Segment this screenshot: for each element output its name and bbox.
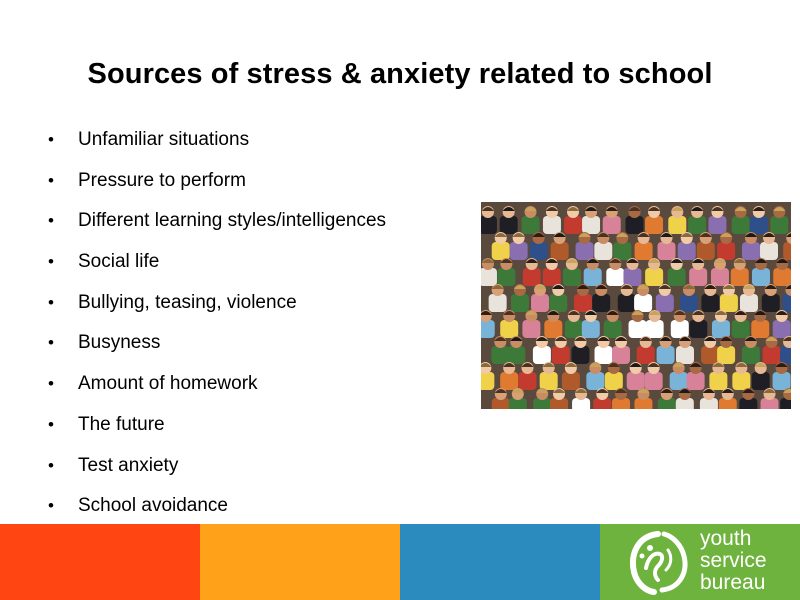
- crowd-person-body: [750, 216, 768, 234]
- crowd-person-hair: [546, 207, 558, 211]
- crowd-person-body: [751, 320, 769, 338]
- crowd-person-body: [697, 242, 715, 260]
- crowd-person-body: [544, 320, 562, 338]
- crowd-person-body: [689, 320, 707, 338]
- crowd-person-body: [689, 268, 707, 286]
- crowd-person-body: [507, 346, 525, 364]
- crowd-person-body: [712, 320, 730, 338]
- crowd-person-body: [668, 216, 686, 234]
- bullet-icon: •: [48, 170, 54, 190]
- crowd-person-body: [481, 320, 495, 338]
- crowd-person-body: [543, 268, 561, 286]
- crowd-person-body: [592, 294, 610, 312]
- list-item: [48, 291, 386, 332]
- crowd-person-body: [481, 216, 497, 234]
- crowd-photo: [481, 202, 791, 409]
- crowd-person-body: [646, 320, 664, 338]
- list-item-text: Social life: [78, 251, 160, 273]
- footer-band-green: [600, 524, 800, 600]
- bullet-icon: •: [48, 496, 54, 516]
- list-item-text: The future: [78, 413, 165, 435]
- crowd-person-body: [645, 372, 663, 390]
- crowd-person-hair: [648, 207, 660, 211]
- bullet-icon: •: [48, 252, 54, 272]
- crowd-person-body: [742, 242, 760, 260]
- crowd-person-body: [511, 294, 529, 312]
- hands-logo-icon: [624, 528, 694, 596]
- footer-band-blue: [400, 524, 600, 600]
- list-item: [48, 128, 386, 169]
- crowd-person-body: [491, 346, 509, 364]
- crowd-person-body: [574, 294, 592, 312]
- list-item: [48, 454, 386, 495]
- crowd-person-hair: [734, 259, 746, 263]
- crowd-person-body: [688, 216, 706, 234]
- crowd-person-body: [552, 346, 570, 364]
- bullet-icon: •: [48, 414, 54, 434]
- crowd-person-body: [629, 320, 647, 338]
- crowd-person-hair: [567, 207, 579, 211]
- list-item-text: Bullying, teasing, violence: [78, 291, 297, 313]
- crowd-person-body: [603, 216, 621, 234]
- crowd-image: [481, 202, 791, 409]
- crowd-person-body: [576, 242, 594, 260]
- crowd-person-body: [618, 294, 636, 312]
- crowd-person-body: [782, 294, 791, 312]
- crowd-person-body: [637, 346, 655, 364]
- footer-color-bar: [0, 524, 800, 600]
- crowd-person-body: [627, 372, 645, 390]
- crowd-person-body: [531, 294, 549, 312]
- crowd-person-body: [586, 372, 604, 390]
- crowd-person-hair: [629, 207, 641, 211]
- crowd-person-body: [497, 268, 515, 286]
- crowd-person-hair: [691, 207, 703, 211]
- crowd-person-hair: [735, 207, 747, 211]
- crowd-person-body: [783, 242, 791, 260]
- bullet-icon: •: [48, 333, 54, 353]
- crowd-person-body: [489, 294, 507, 312]
- crowd-person-body: [606, 268, 624, 286]
- crowd-person-body: [492, 242, 510, 260]
- crowd-person-body: [717, 346, 735, 364]
- crowd-person-hair: [514, 285, 526, 289]
- list-item: [48, 169, 386, 210]
- crowd-person-body: [543, 216, 561, 234]
- crowd-person-body: [626, 216, 644, 234]
- list-item-text: Busyness: [78, 332, 161, 354]
- crowd-person-body: [701, 346, 719, 364]
- crowd-person-body: [523, 268, 541, 286]
- crowd-person-body: [670, 372, 688, 390]
- list-item: [48, 250, 386, 291]
- crowd-person-body: [522, 320, 540, 338]
- crowd-person-body: [549, 294, 567, 312]
- crowd-person-body: [634, 294, 652, 312]
- crowd-person-body: [709, 372, 727, 390]
- crowd-person-body: [510, 242, 528, 260]
- crowd-person-body: [676, 346, 694, 364]
- list-item-text: Amount of homework: [78, 373, 258, 395]
- crowd-person-body: [500, 320, 518, 338]
- crowd-person-body: [571, 346, 589, 364]
- crowd-person-body: [732, 320, 750, 338]
- list-item-text: Unfamiliar situations: [78, 129, 250, 150]
- footer-band-red: [0, 524, 200, 600]
- brand-line-3: bureau: [700, 571, 766, 594]
- brand-name: [700, 528, 767, 594]
- crowd-person-body: [773, 372, 791, 390]
- crowd-person-body: [678, 242, 696, 260]
- crowd-person-body: [773, 268, 791, 286]
- list-item-text: Pressure to perform: [78, 169, 246, 191]
- crowd-person-hair: [566, 259, 578, 263]
- crowd-person-hair: [521, 363, 533, 367]
- crowd-person-body: [762, 294, 780, 312]
- crowd-person-hair: [711, 207, 723, 211]
- crowd-person-body: [582, 216, 600, 234]
- crowd-person-hair: [671, 207, 683, 211]
- crowd-person-body: [551, 242, 569, 260]
- footer-band-orange: [200, 524, 400, 600]
- crowd-person-body: [752, 268, 770, 286]
- crowd-person-body: [564, 216, 582, 234]
- crowd-person-body: [671, 320, 689, 338]
- crowd-person-body: [656, 294, 674, 312]
- crowd-person-body: [533, 346, 551, 364]
- crowd-person-body: [657, 346, 675, 364]
- brand-line-1: youth: [700, 527, 752, 550]
- crowd-person-hair: [753, 207, 765, 211]
- crowd-person-body: [563, 268, 581, 286]
- list-item: [48, 413, 386, 454]
- crowd-person-body: [481, 268, 497, 286]
- crowd-person-hair: [607, 311, 619, 315]
- crowd-person-body: [518, 372, 536, 390]
- crowd-person-body: [760, 242, 778, 260]
- list-item: [48, 331, 386, 372]
- crowd-person-hair: [773, 207, 785, 211]
- crowd-person-body: [668, 268, 686, 286]
- crowd-person-hair: [661, 389, 673, 393]
- crowd-person-body: [635, 242, 653, 260]
- crowd-person-body: [720, 294, 738, 312]
- crowd-person-body: [742, 346, 760, 364]
- crowd-person-body: [717, 242, 735, 260]
- crowd-person-body: [780, 346, 791, 364]
- list-item-text: School avoidance: [78, 495, 228, 517]
- crowd-person-body: [711, 268, 729, 286]
- list-item-text: Different learning styles/intelligences: [78, 210, 387, 232]
- brand-line-2: service: [700, 549, 767, 572]
- crowd-person-body: [605, 372, 623, 390]
- bullet-list: [48, 128, 386, 535]
- crowd-person-body: [645, 216, 663, 234]
- crowd-person-body: [595, 346, 613, 364]
- crowd-person-body: [613, 242, 631, 260]
- crowd-person-body: [645, 268, 663, 286]
- crowd-person-body: [500, 216, 518, 234]
- bullet-icon: •: [48, 130, 54, 149]
- crowd-person-body: [582, 320, 600, 338]
- crowd-person-body: [623, 268, 641, 286]
- crowd-person-body: [565, 320, 583, 338]
- crowd-person-body: [740, 294, 758, 312]
- bullet-icon: •: [48, 455, 54, 475]
- crowd-person-body: [594, 242, 612, 260]
- slide-title: Sources of stress & anxiety related to school: [87, 58, 713, 90]
- bullet-icon: •: [48, 211, 54, 231]
- crowd-person-hair: [482, 207, 494, 211]
- crowd-person-body: [658, 242, 676, 260]
- crowd-person-body: [500, 372, 518, 390]
- crowd-person-body: [732, 372, 750, 390]
- crowd-person-body: [562, 372, 580, 390]
- list-item: [48, 372, 386, 413]
- crowd-person-body: [770, 216, 788, 234]
- crowd-person-hair: [525, 207, 537, 211]
- crowd-person-hair: [482, 259, 494, 263]
- bullet-icon: •: [48, 292, 54, 312]
- crowd-person-body: [540, 372, 558, 390]
- crowd-person-body: [522, 216, 540, 234]
- crowd-person-body: [731, 268, 749, 286]
- crowd-person-hair: [503, 207, 515, 211]
- crowd-person-body: [584, 268, 602, 286]
- crowd-person-body: [732, 216, 750, 234]
- crowd-person-body: [604, 320, 622, 338]
- crowd-person-body: [687, 372, 705, 390]
- crowd-person-body: [612, 346, 630, 364]
- list-item-text: Test anxiety: [78, 454, 179, 476]
- crowd-person-body: [481, 372, 494, 390]
- crowd-person-body: [530, 242, 548, 260]
- crowd-person-hair: [585, 207, 597, 211]
- crowd-person-body: [701, 294, 719, 312]
- bullet-icon: •: [48, 374, 54, 394]
- crowd-person-body: [680, 294, 698, 312]
- list-item: [48, 209, 386, 250]
- crowd-person-body: [773, 320, 791, 338]
- crowd-person-body: [708, 216, 726, 234]
- crowd-person-body: [763, 346, 781, 364]
- crowd-person-body: [752, 372, 770, 390]
- crowd-person-hair: [606, 207, 618, 211]
